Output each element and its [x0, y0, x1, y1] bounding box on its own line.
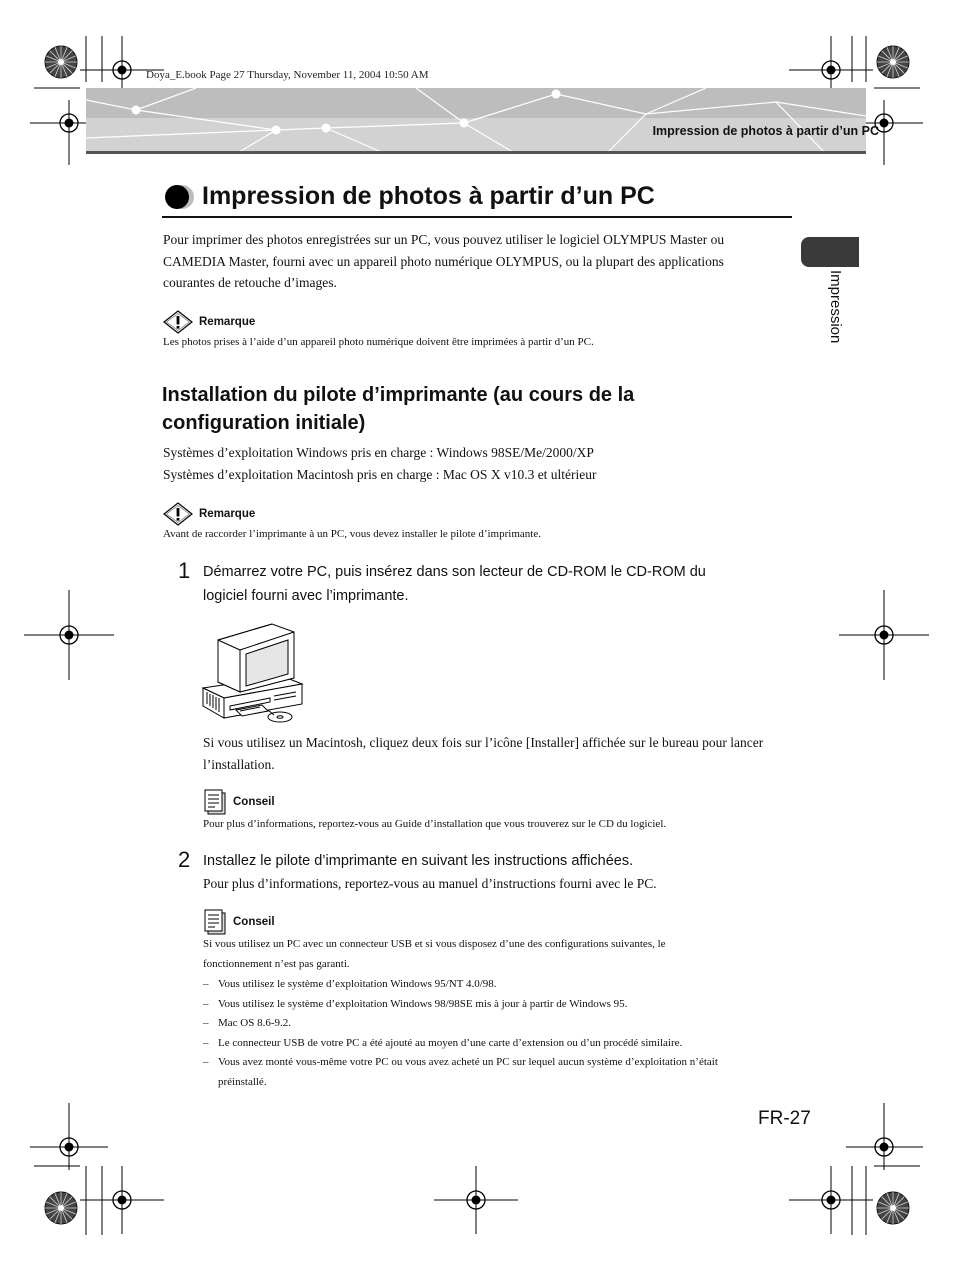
note-text: Avant de raccorder l’imprimante à un PC, vous devez installer le pilote d’imprimante.	[163, 528, 541, 540]
intro-line: courantes de retouche d’images.	[163, 275, 337, 290]
bullet-circle-icon	[163, 183, 197, 211]
section-heading-line: Installation du pilote d’imprimante (au cours de la	[162, 384, 635, 406]
list-item	[203, 1014, 803, 1034]
intro-paragraph	[163, 229, 793, 294]
unsupported-configs-list	[203, 975, 803, 1092]
list-dash: –	[203, 1036, 209, 1049]
warning-icon	[163, 502, 193, 526]
note-label: Remarque	[199, 508, 256, 520]
tip-line: fonctionnement n’est pas garanti.	[203, 957, 350, 970]
intro-line: CAMEDIA Master, fourni avec un appareil photo numérique OLYMPUS, ou la plupart des applications	[163, 253, 724, 269]
list-item-text: Le connecteur USB de votre PC a été ajouté au moyen d’une carte d’extension ou d’un procédé similaire.	[218, 1036, 683, 1049]
list-dash: –	[203, 978, 209, 990]
list-item-text: Vous utilisez le système d’exploitation Windows 95/NT 4.0/98.	[218, 978, 497, 990]
step-line: logiciel fourni avec l’imprimante.	[203, 588, 409, 604]
list-item	[203, 1053, 803, 1092]
side-tab	[801, 237, 859, 267]
tip-label: Conseil	[233, 916, 275, 928]
body-line: l’installation.	[203, 756, 275, 772]
os-support	[163, 442, 597, 485]
intro-line: Pour imprimer des photos enregistrées sur un PC, vous pouvez utiliser le logiciel OLYMPUS Master ou	[163, 232, 725, 247]
memo-icon	[203, 909, 227, 935]
warning-icon	[163, 310, 193, 334]
os-windows: Systèmes d’exploitation Windows pris en charge : Windows 98SE/Me/2000/XP	[163, 445, 594, 460]
os-mac: Systèmes d’exploitation Macintosh pris en charge : Mac OS X v10.3 et ultérieur	[163, 466, 597, 482]
side-tab-text: Impression	[827, 270, 844, 344]
header-bottom-rule	[86, 151, 866, 154]
computer-cdrom-illustration	[200, 618, 310, 728]
tip-text: Pour plus d’informations, reportez-vous au Guide d’installation que vous trouverez sur le CD du logiciel.	[203, 818, 667, 830]
list-item-text: Mac OS 8.6-9.2.	[218, 1017, 292, 1029]
note-heading	[163, 310, 255, 334]
print-slug: Doya_E.book Page 27 Thursday, November 11, 2004 10:50 AM	[146, 69, 429, 81]
page-number: FR-27	[758, 1108, 811, 1129]
tip-heading	[203, 909, 275, 935]
side-tab-label	[826, 270, 844, 380]
header-band	[86, 88, 866, 154]
step-instruction	[203, 560, 793, 608]
list-dash: –	[203, 997, 209, 1010]
list-item	[203, 995, 803, 1015]
tip-line: Si vous utilisez un PC avec un connecteur USB et si vous disposez d’une des configurations suivantes, le	[203, 938, 666, 950]
note-heading	[163, 502, 255, 526]
page-title: Impression de photos à partir d’un PC	[202, 182, 655, 210]
list-item-text: Vous avez monté vous-même votre PC ou vous avez acheté un PC sur lequel aucun système d’exploitation n’était	[218, 1056, 718, 1068]
step-line: Installez le pilote d’imprimante en suivant les instructions affichées.	[203, 853, 634, 869]
tip-heading	[203, 789, 275, 815]
macintosh-note	[203, 732, 795, 775]
list-dash: –	[203, 1056, 209, 1068]
list-item-continuation: préinstallé.	[218, 1075, 267, 1088]
tip-text	[203, 935, 803, 974]
list-item	[203, 975, 803, 995]
note-label: Remarque	[199, 316, 256, 328]
step-number: 1	[178, 558, 191, 583]
memo-icon	[203, 789, 227, 815]
body-line: Si vous utilisez un Macintosh, cliquez deux fois sur l’icône [Installer] affichée sur le bureau pour lancer	[203, 735, 764, 750]
tip-label: Conseil	[233, 796, 275, 808]
list-item	[203, 1034, 803, 1054]
running-head: Impression de photos à partir d’un PC	[652, 124, 879, 138]
section-heading	[162, 381, 762, 437]
header-network-graphic	[86, 88, 866, 154]
step-detail: Pour plus d’informations, reportez-vous au manuel d’instructions fourni avec le PC.	[203, 876, 657, 891]
section-heading-line: configuration initiale)	[162, 412, 366, 434]
list-item-text: Vous utilisez le système d’exploitation Windows 98/98SE mis à jour à partir de Windows 95.	[218, 997, 628, 1010]
step-line: Démarrez votre PC, puis insérez dans son lecteur de CD-ROM le CD-ROM du	[203, 564, 706, 580]
title-row	[162, 180, 792, 218]
list-dash: –	[203, 1017, 209, 1029]
note-text: Les photos prises à l’aide d’un appareil photo numérique doivent être imprimées à partir d’un PC.	[163, 336, 594, 348]
step-number: 2	[178, 847, 191, 872]
step-instruction	[203, 849, 793, 873]
